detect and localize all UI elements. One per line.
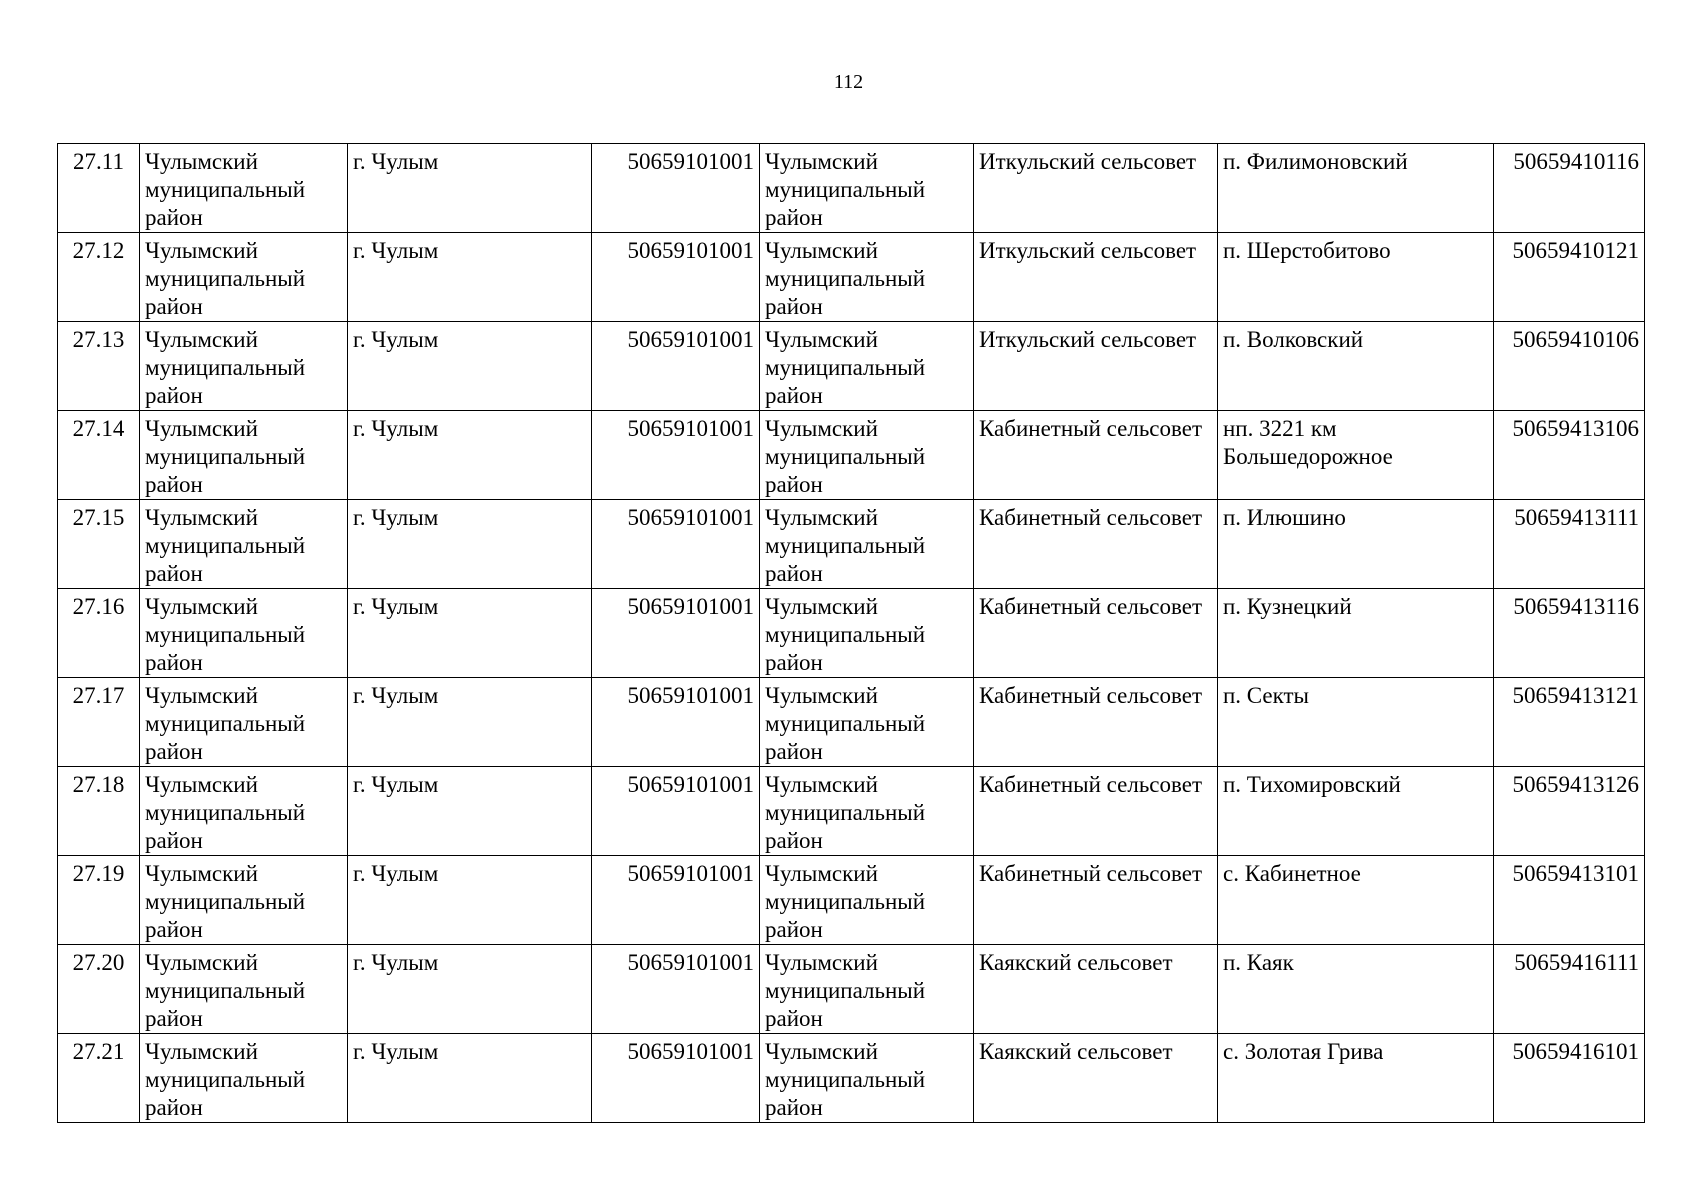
district-cell: Чулымский муниципальный район xyxy=(140,856,348,945)
city-cell: г. Чулым xyxy=(348,589,592,678)
settlements-table xyxy=(57,143,1645,1123)
settlement-cell: п. Волковский xyxy=(1218,322,1494,411)
district-cell: Чулымский муниципальный район xyxy=(140,767,348,856)
council-cell: Каякский сельсовет xyxy=(974,945,1218,1034)
council-cell: Кабинетный сельсовет xyxy=(974,411,1218,500)
settlement-cell: п. Илюшино xyxy=(1218,500,1494,589)
settlement-cell: п. Тихомировский xyxy=(1218,767,1494,856)
district-cell: Чулымский муниципальный район xyxy=(140,322,348,411)
district2-cell: Чулымский муниципальный район xyxy=(760,1034,974,1123)
row-number-cell: 27.20 xyxy=(58,945,140,1034)
table-row xyxy=(58,500,1645,589)
row-number-cell: 27.11 xyxy=(58,144,140,233)
settlement-cell: с. Кабинетное xyxy=(1218,856,1494,945)
table-row xyxy=(58,678,1645,767)
city-cell: г. Чулым xyxy=(348,945,592,1034)
settlement-code-cell: 50659416111 xyxy=(1494,945,1645,1034)
council-cell: Кабинетный сельсовет xyxy=(974,678,1218,767)
council-cell: Кабинетный сельсовет xyxy=(974,767,1218,856)
table-row xyxy=(58,856,1645,945)
settlement-cell: нп. 3221 км Большедорожное xyxy=(1218,411,1494,500)
row-number-cell: 27.16 xyxy=(58,589,140,678)
table-row xyxy=(58,767,1645,856)
city-cell: г. Чулым xyxy=(348,411,592,500)
settlement-cell: с. Золотая Грива xyxy=(1218,1034,1494,1123)
district-cell: Чулымский муниципальный район xyxy=(140,411,348,500)
district2-cell: Чулымский муниципальный район xyxy=(760,144,974,233)
district-cell: Чулымский муниципальный район xyxy=(140,500,348,589)
city-code-cell: 50659101001 xyxy=(592,767,760,856)
row-number-cell: 27.14 xyxy=(58,411,140,500)
city-cell: г. Чулым xyxy=(348,1034,592,1123)
district-cell: Чулымский муниципальный район xyxy=(140,589,348,678)
settlement-code-cell: 50659413116 xyxy=(1494,589,1645,678)
settlement-cell: п. Филимоновский xyxy=(1218,144,1494,233)
city-code-cell: 50659101001 xyxy=(592,856,760,945)
settlement-code-cell: 50659413121 xyxy=(1494,678,1645,767)
district2-cell: Чулымский муниципальный район xyxy=(760,856,974,945)
settlement-code-cell: 50659410116 xyxy=(1494,144,1645,233)
district-cell: Чулымский муниципальный район xyxy=(140,233,348,322)
district2-cell: Чулымский муниципальный район xyxy=(760,500,974,589)
table-row xyxy=(58,411,1645,500)
district2-cell: Чулымский муниципальный район xyxy=(760,767,974,856)
city-code-cell: 50659101001 xyxy=(592,233,760,322)
district-cell: Чулымский муниципальный район xyxy=(140,678,348,767)
table-row xyxy=(58,322,1645,411)
city-code-cell: 50659101001 xyxy=(592,500,760,589)
settlement-code-cell: 50659413126 xyxy=(1494,767,1645,856)
settlement-code-cell: 50659410106 xyxy=(1494,322,1645,411)
table-row xyxy=(58,945,1645,1034)
row-number-cell: 27.19 xyxy=(58,856,140,945)
district2-cell: Чулымский муниципальный район xyxy=(760,411,974,500)
page-number: 112 xyxy=(833,71,864,93)
city-code-cell: 50659101001 xyxy=(592,678,760,767)
district2-cell: Чулымский муниципальный район xyxy=(760,945,974,1034)
row-number-cell: 27.18 xyxy=(58,767,140,856)
settlement-cell: п. Кузнецкий xyxy=(1218,589,1494,678)
table-row xyxy=(58,589,1645,678)
district2-cell: Чулымский муниципальный район xyxy=(760,678,974,767)
table-row xyxy=(58,1034,1645,1123)
city-code-cell: 50659101001 xyxy=(592,1034,760,1123)
row-number-cell: 27.17 xyxy=(58,678,140,767)
row-number-cell: 27.12 xyxy=(58,233,140,322)
settlement-code-cell: 50659410121 xyxy=(1494,233,1645,322)
settlement-code-cell: 50659413106 xyxy=(1494,411,1645,500)
city-cell: г. Чулым xyxy=(348,500,592,589)
city-cell: г. Чулым xyxy=(348,144,592,233)
city-code-cell: 50659101001 xyxy=(592,322,760,411)
district-cell: Чулымский муниципальный район xyxy=(140,144,348,233)
council-cell: Иткульский сельсовет xyxy=(974,233,1218,322)
row-number-cell: 27.13 xyxy=(58,322,140,411)
district-cell: Чулымский муниципальный район xyxy=(140,1034,348,1123)
city-cell: г. Чулым xyxy=(348,856,592,945)
council-cell: Иткульский сельсовет xyxy=(974,322,1218,411)
settlement-code-cell: 50659413111 xyxy=(1494,500,1645,589)
table-row xyxy=(58,233,1645,322)
city-cell: г. Чулым xyxy=(348,678,592,767)
table-body xyxy=(58,144,1645,1123)
council-cell: Кабинетный сельсовет xyxy=(974,500,1218,589)
row-number-cell: 27.21 xyxy=(58,1034,140,1123)
council-cell: Кабинетный сельсовет xyxy=(974,589,1218,678)
settlement-cell: п. Каяк xyxy=(1218,945,1494,1034)
city-code-cell: 50659101001 xyxy=(592,144,760,233)
city-cell: г. Чулым xyxy=(348,233,592,322)
council-cell: Каякский сельсовет xyxy=(974,1034,1218,1123)
city-code-cell: 50659101001 xyxy=(592,589,760,678)
city-cell: г. Чулым xyxy=(348,322,592,411)
district2-cell: Чулымский муниципальный район xyxy=(760,233,974,322)
row-number-cell: 27.15 xyxy=(58,500,140,589)
district2-cell: Чулымский муниципальный район xyxy=(760,322,974,411)
city-code-cell: 50659101001 xyxy=(592,945,760,1034)
settlement-cell: п. Секты xyxy=(1218,678,1494,767)
settlement-code-cell: 50659413101 xyxy=(1494,856,1645,945)
council-cell: Кабинетный сельсовет xyxy=(974,856,1218,945)
table-row xyxy=(58,144,1645,233)
city-code-cell: 50659101001 xyxy=(592,411,760,500)
city-cell: г. Чулым xyxy=(348,767,592,856)
council-cell: Иткульский сельсовет xyxy=(974,144,1218,233)
settlement-cell: п. Шерстобитово xyxy=(1218,233,1494,322)
district-cell: Чулымский муниципальный район xyxy=(140,945,348,1034)
settlement-code-cell: 50659416101 xyxy=(1494,1034,1645,1123)
district2-cell: Чулымский муниципальный район xyxy=(760,589,974,678)
